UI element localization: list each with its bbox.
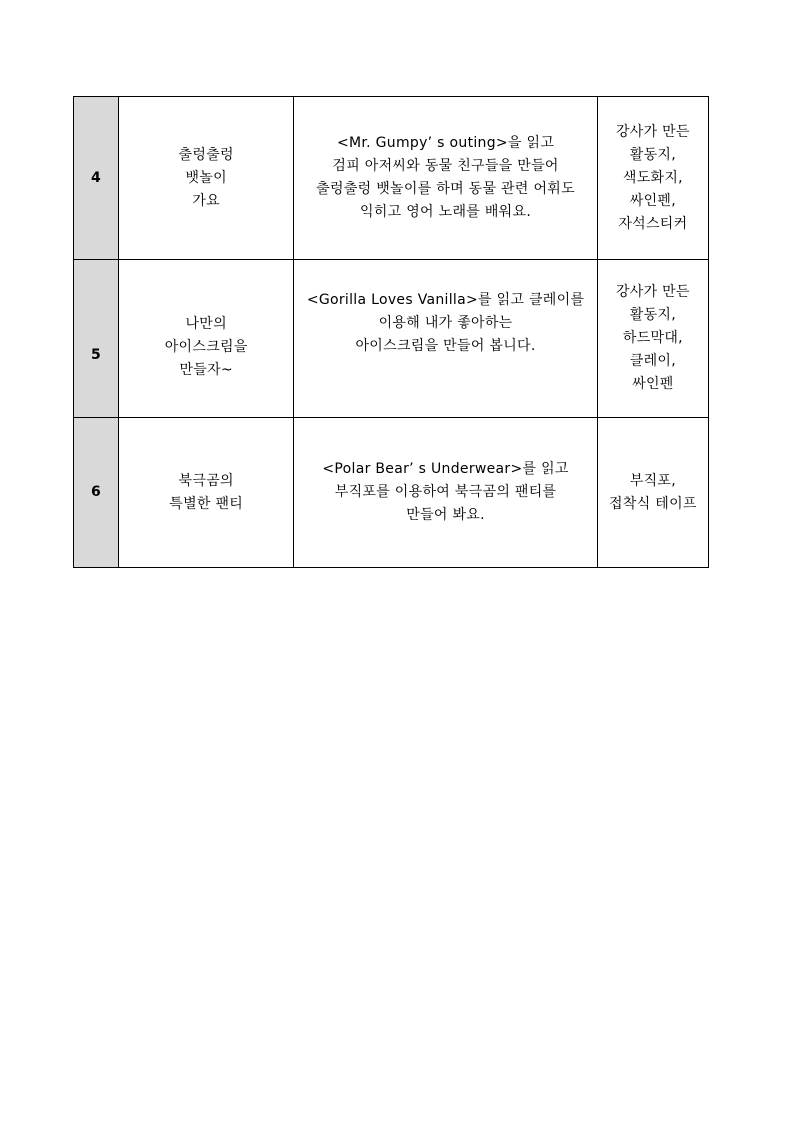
materials-line: 자석스티커: [618, 215, 688, 232]
materials-line: 접착식 테이프: [609, 495, 697, 512]
activity-title-line: 만들자~: [179, 362, 233, 378]
activity-description-line: 만들어 봐요.: [406, 507, 485, 523]
table-row-session-4: [74, 97, 709, 260]
materials-line: 싸인펜,: [629, 192, 677, 209]
session-number: 4: [91, 169, 102, 186]
activity-title-cell: [119, 97, 294, 260]
activity-description-line: 출렁출렁 뱃놀이를 하며 동물 관련 어휘도: [316, 181, 575, 197]
activity-description-cell: [294, 97, 597, 260]
materials-line: 강사가 만든: [615, 123, 690, 140]
session-number: 6: [91, 484, 102, 500]
activity-description-cell: [294, 418, 597, 568]
activity-title-line: 특별한 팬티: [169, 495, 244, 512]
session-number-cell: [74, 418, 119, 568]
activity-title-line: 가요: [192, 192, 221, 209]
session-number: 5: [91, 347, 102, 363]
activity-description-line: 검피 아저씨와 동물 친구들을 만들어: [332, 158, 559, 174]
activity-description-line: <Gorilla Loves Vanilla>를 읽고 클레이를: [306, 292, 585, 308]
activity-title-line: 나만의: [185, 316, 227, 332]
table-row-session-6: [74, 418, 709, 568]
activity-description-cell: [294, 260, 597, 418]
materials-cell: [597, 97, 708, 260]
table-row-session-5: [74, 260, 709, 418]
session-number-cell: [74, 260, 119, 418]
activity-description-line: 익히고 영어 노래를 배워요.: [360, 204, 532, 220]
activity-title-line: 아이스크림을: [164, 339, 248, 355]
session-number-cell: [74, 97, 119, 260]
materials-line: 활동지,: [629, 146, 677, 163]
activity-description-line: <Polar Bear’ s Underwear>를 읽고: [322, 461, 569, 477]
activity-description-line: <Mr. Gumpy’ s outing>을 읽고: [336, 135, 555, 151]
activity-title-cell: [119, 260, 294, 418]
materials-line: 색도화지,: [622, 169, 683, 186]
materials-line: 하드막대,: [622, 330, 683, 346]
activity-title-line: 뱃놀이: [185, 169, 227, 186]
materials-line: 강사가 만든: [615, 284, 690, 300]
materials-line: 부직포,: [629, 472, 677, 489]
activity-title-line: 출렁출렁: [178, 146, 234, 163]
activity-description-line: 아이스크림을 만들어 봅니다.: [355, 338, 536, 354]
materials-line: 클레이,: [629, 353, 677, 369]
materials-line: 싸인펜: [632, 376, 674, 392]
materials-line: 활동지,: [629, 307, 677, 323]
materials-cell: [597, 418, 708, 568]
program-schedule-table: [73, 96, 709, 568]
materials-cell: [597, 260, 708, 418]
activity-title-line: 북극곰의: [178, 472, 234, 489]
activity-description-line: 부직포를 이용하여 북극곰의 팬티를: [334, 484, 557, 500]
activity-description-line: 이용해 내가 좋아하는: [378, 315, 513, 331]
activity-title-cell: [119, 418, 294, 568]
